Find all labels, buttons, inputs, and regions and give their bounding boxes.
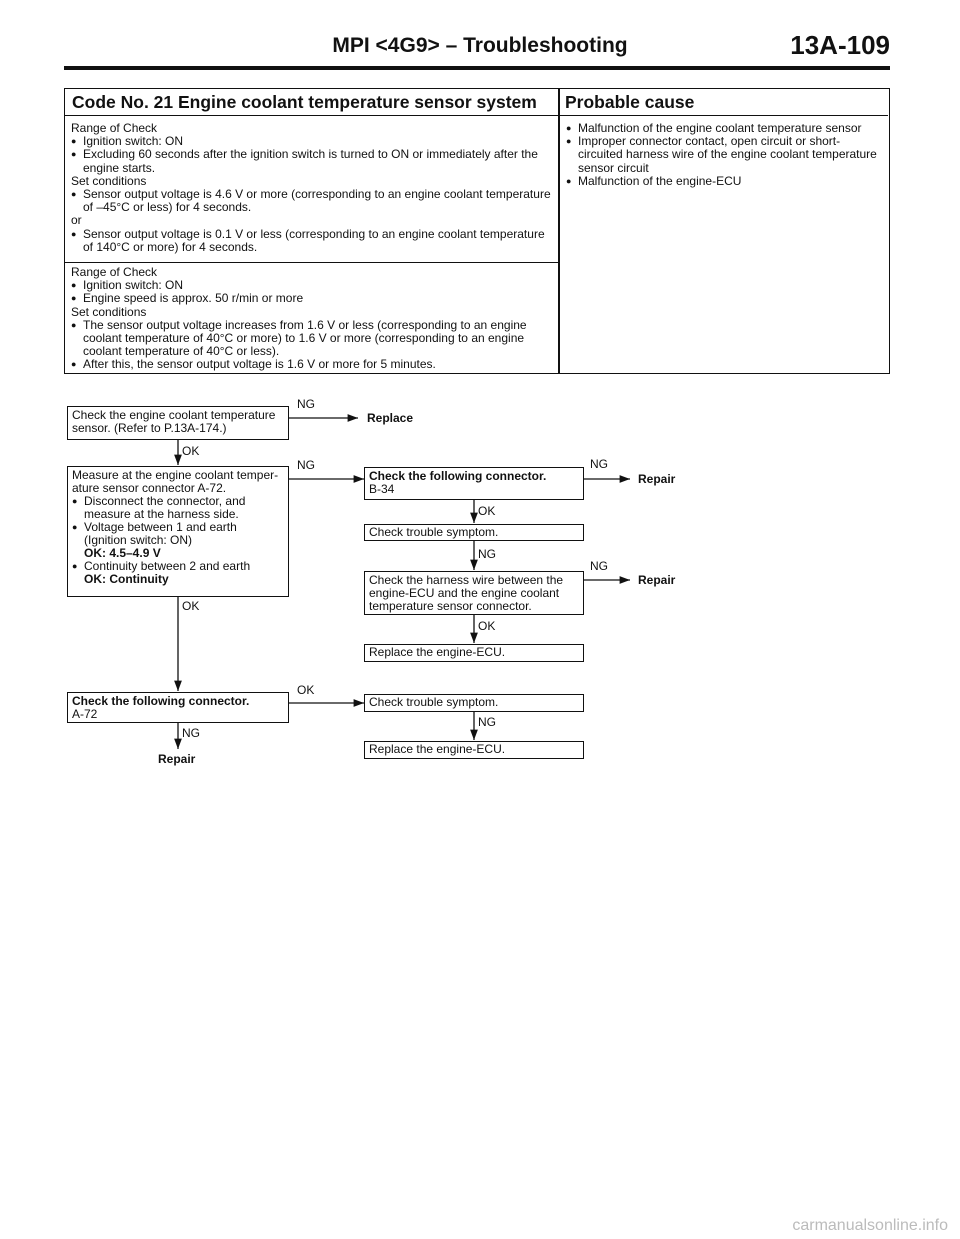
replace-ecu-box-1: Replace the engine-ECU.: [364, 644, 584, 662]
ok-label: OK: [297, 683, 315, 697]
ng-label: NG: [478, 547, 496, 561]
list-item: ● Excluding 60 seconds after the ignition switch is turned to ON or immediately after the engine starts.: [71, 147, 538, 175]
ng-label: NG: [182, 726, 200, 740]
repair-label: Repair: [638, 472, 676, 486]
set-conditions-title: Set conditions: [71, 304, 147, 319]
ng-label: NG: [478, 715, 496, 729]
list-item: ● Sensor output voltage is 0.1 V or less (corresponding to an engine coolant temperature of 140°C or more) for 4 seconds.: [71, 226, 545, 254]
page-number: 13A-109: [790, 30, 890, 60]
measure-connector-box: Measure at the engine coolant temper- ature sensor connector A-72. ● Disconnect the connector, and measure at the harness side. ● Voltage between 1 and earth (Ignition switch: ON) OK: 4.5–4.9 V ● Continuity between 2 and earth OK: Continuity: [67, 466, 289, 597]
list-item: ● The sensor output voltage increases from 1.6 V or less (corresponding to an engine coolant temperature of 40°C or more) to 1.6 V or more (corresponding to an engine coolant temperature of 40°C or less).: [71, 317, 527, 359]
ok-label: OK: [478, 504, 496, 518]
range-title: Range of Check: [71, 265, 158, 279]
check-symptom-box-2: Check trouble symptom.: [364, 694, 584, 712]
ng-label: NG: [297, 458, 315, 472]
ok-label: OK: [478, 619, 496, 633]
replace-ecu-box-2: Replace the engine-ECU.: [364, 741, 584, 759]
table-header-code: Code No. 21 Engine coolant temperature sensor system: [65, 89, 558, 116]
check-connector-b34-box: Check the following connector. B-34: [364, 467, 584, 500]
ng-label: NG: [590, 559, 608, 573]
ng-label: NG: [590, 457, 608, 471]
ok-label: OK: [182, 599, 200, 613]
list-item: ● Improper connector contact, open circuit or short-circuited harness wire of the engine coolant temperature sensor circuit: [566, 134, 877, 175]
list-item: ● Sensor output voltage is 4.6 V or more (corresponding to an engine coolant temperature of –45°C or less) for 4 seconds.: [71, 187, 551, 215]
list-item: ● After this, the sensor output voltage is 1.6 V or more for 5 minutes.: [71, 357, 436, 372]
list-item: ● Disconnect the connector, and measure at the harness side.: [72, 494, 246, 521]
check-sensor-box: Check the engine coolant temperature sensor. (Refer to P.13A-174.): [67, 406, 289, 440]
watermark: carmanualsonline.info: [792, 1217, 948, 1234]
ng-label: NG: [297, 397, 315, 411]
list-item: ● Ignition switch: ON: [71, 134, 184, 149]
repair-label: Repair: [158, 752, 196, 766]
table-header-cause: Probable cause: [558, 89, 888, 116]
list-item: ● Ignition switch: ON: [71, 278, 184, 293]
list-item: ● Engine speed is approx. 50 r/min or more: [71, 291, 304, 306]
list-item: ● Voltage between 1 and earth (Ignition switch: ON): [72, 520, 237, 547]
list-item: ● Malfunction of the engine-ECU: [566, 173, 742, 188]
page-title: MPI <4G9> – Troubleshooting: [332, 34, 628, 57]
check-symptom-box-1: Check trouble symptom.: [364, 524, 584, 541]
set-conditions-title: Set conditions: [71, 173, 147, 188]
list-item: ● Malfunction of the engine coolant temperature sensor: [566, 121, 862, 135]
or-text: or: [71, 213, 82, 228]
check-harness-box: Check the harness wire between the engine-ECU and the engine coolant temperature sensor connector.: [364, 571, 584, 615]
list-item: ● Continuity between 2 and earth: [72, 559, 251, 573]
ok-label: OK: [182, 444, 200, 458]
range-title: Range of Check: [71, 121, 158, 135]
check-connector-a72-box: Check the following connector. A-72: [67, 692, 289, 723]
repair-label: Repair: [638, 573, 676, 587]
replace-label: Replace: [367, 411, 414, 425]
